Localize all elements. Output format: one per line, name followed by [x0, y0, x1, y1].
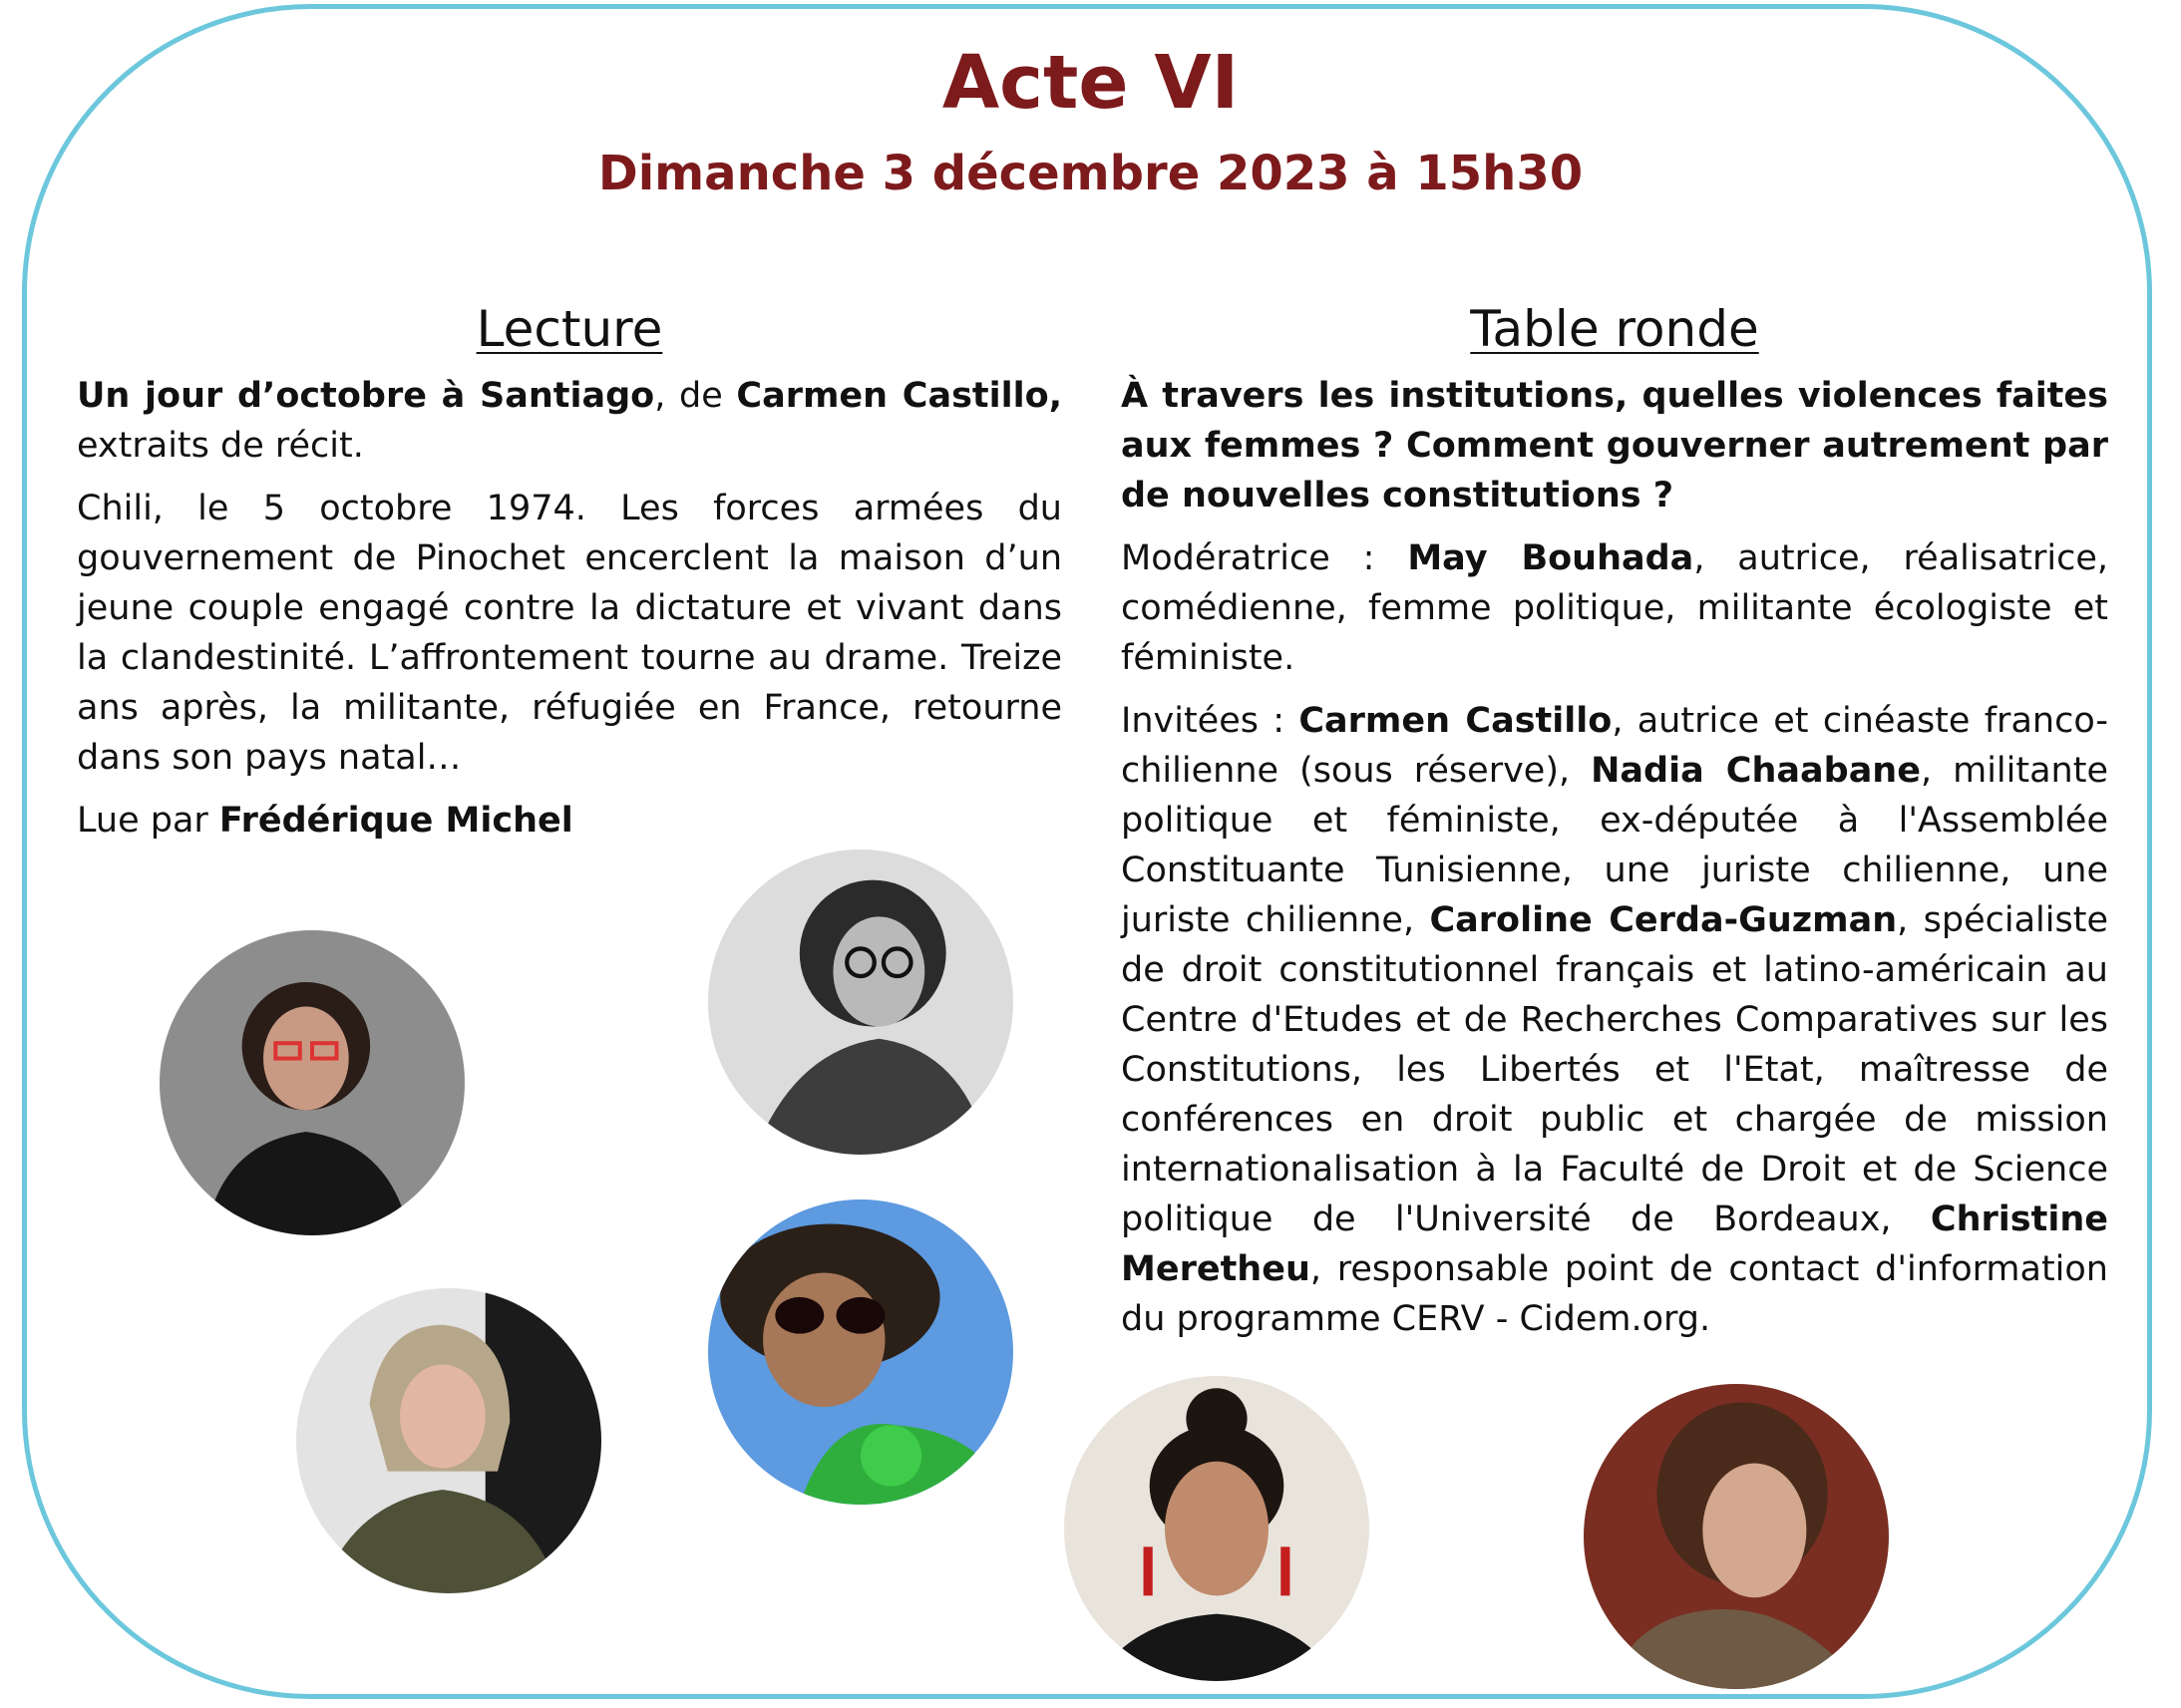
reader-prefix: Lue par — [77, 801, 219, 841]
portrait-photo-6 — [1584, 1384, 1889, 1689]
guest1-desc: , autrice et cinéaste franco-chilienne (sous réserve), — [1121, 701, 2109, 791]
moderator-name: May Bouhada — [1407, 538, 1694, 578]
lecture-synopsis: Chili, le 5 octobre 1974. Les forces armées du gouvernement de Pinochet encerclent la maison d’un jeune couple engagé contre la dictature et vivant dans la clandestinité. L’affrontement tourne au drame. Treize ans après, la militante, réfugiée en France, retourne dans son pays natal… — [77, 489, 1062, 778]
work-title: Un jour d’octobre à Santiago — [77, 376, 655, 416]
portrait-photo-5 — [1064, 1376, 1369, 1681]
lecture-reader — [77, 796, 1062, 846]
portrait-5-image — [1064, 1376, 1369, 1681]
guest3-name: Caroline Cerda-Guzman — [1429, 900, 1898, 940]
page-title: Acte VI — [941, 40, 1240, 126]
guest2-desc: , militante politique et féministe, ex-députée à l'Assemblée Constituante Tunisienne, une juriste chilienne, une juriste chilienne, — [1121, 751, 2108, 940]
moderator-desc: , autrice, réalisatrice, comédienne, femme politique, militante écologiste et féministe. — [1121, 538, 2109, 678]
portrait-1-image — [160, 930, 465, 1235]
work-author: Carmen Castillo, — [736, 376, 1062, 416]
lecture-work — [77, 371, 1062, 471]
table-ronde-heading: Table ronde — [1470, 300, 1759, 358]
portrait-2-image — [708, 850, 1013, 1155]
guest3-desc: , spécialiste de droit constitutionnel français et latino-américain au Centre d'Etudes et de Recherches Comparatives sur les Constitutions, les Libertés et l'Etat, maîtresse de conférences en droit public et chargée de mission internationalisation à la Faculté de Droit et de Science politique de l'Université de Bordeaux, — [1121, 900, 2108, 1239]
guest1-name: Carmen Castillo — [1298, 701, 1613, 741]
work-note: extraits de récit. — [77, 426, 364, 466]
table-ronde-section — [1121, 299, 2108, 1357]
event-date: Dimanche 3 décembre 2023 à 15h30 — [597, 146, 1584, 201]
moderator-prefix: Modératrice : — [1121, 538, 1408, 578]
guests-paragraph — [1121, 696, 2108, 1344]
portrait-6-image — [1584, 1384, 1889, 1689]
question-text: À travers les institutions, quelles violences faites aux femmes ? Comment gouverner autrement par de nouvelles constitutions ? — [1121, 376, 2108, 515]
portrait-4-image — [708, 1199, 1013, 1505]
guest2-name: Nadia Chaabane — [1591, 751, 1921, 791]
portrait-photo-2 — [708, 850, 1013, 1155]
moderator-paragraph — [1121, 533, 2108, 683]
portrait-photo-3 — [296, 1288, 601, 1593]
guests-prefix: Invitées : — [1121, 701, 1299, 741]
portrait-photo-1 — [160, 930, 465, 1235]
portrait-3-image — [296, 1288, 601, 1593]
guest4-name: Christine Meretheu — [1121, 1199, 2108, 1289]
round-table-question — [1121, 371, 2108, 520]
work-sep: , de — [654, 376, 737, 416]
portrait-photo-4 — [708, 1199, 1013, 1505]
guest4-desc: , responsable point de contact d'information du programme CERV - Cidem.org. — [1121, 1249, 2108, 1339]
reader-name: Frédérique Michel — [218, 801, 573, 841]
lecture-section — [77, 299, 1062, 858]
lecture-heading: Lecture — [476, 300, 663, 358]
